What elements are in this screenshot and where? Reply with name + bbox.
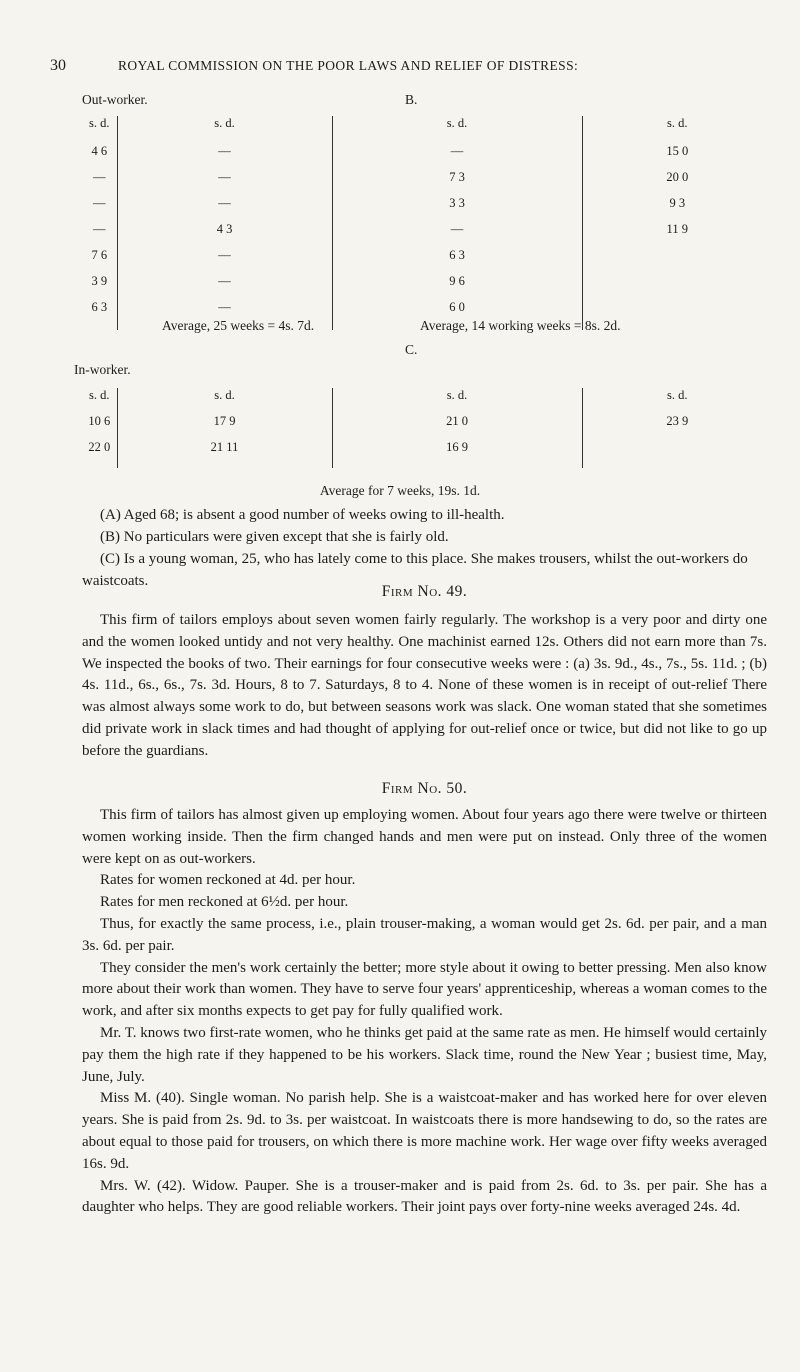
paragraph: Thus, for exactly the same process, i.e., plain trouser-making, a woman would get 2s. 6d. per pair, and a man 3s. 6d. per pair. <box>82 915 767 954</box>
table-cell <box>582 248 772 274</box>
table-b-header <box>82 116 772 144</box>
table-row <box>82 196 772 222</box>
table-cell: 15 0 <box>582 144 772 170</box>
table-b-header-cell: s. d. <box>117 116 332 144</box>
table-b-header-cell: s. d. <box>332 116 582 144</box>
table-cell: 6 3 <box>91 300 108 314</box>
table-c-header-cell: s. d. <box>89 388 110 402</box>
note-b: (B) No particulars were given except that she is fairly old. <box>100 529 449 545</box>
table-cell: 22 0 <box>88 440 111 454</box>
table-cell: 16 9 <box>332 440 582 468</box>
table-cell: — <box>332 222 582 248</box>
table-cell: 6 0 <box>332 300 582 330</box>
table-cell: — <box>93 170 106 184</box>
table-cell: 7 3 <box>332 170 582 196</box>
paragraph: They consider the men's work certainly the better; more style about it owing to better pressing. Men also know more about their work than women. They have to serve four years' apprenticeship, whereas a woman comes to the work, and after six months expects to get pay for fully qualified work. <box>82 959 767 1020</box>
table-b-header-cell: s. d. <box>89 116 110 130</box>
table-row <box>82 144 772 170</box>
firm-49-title: Firm No. 49. <box>381 583 468 600</box>
table-b-average-right: Average, 14 working weeks = 8s. 2d. <box>420 318 621 333</box>
table-cell: — <box>117 300 332 330</box>
table-c-header-cell: s. d. <box>582 388 772 414</box>
paragraph: Rates for women reckoned at 4d. per hour. <box>100 872 356 889</box>
inworker-label: In-worker. <box>74 362 131 377</box>
table-cell: 21 11 <box>117 440 332 468</box>
page-number: 30 <box>50 57 66 74</box>
note-c: (C) Is a young woman, 25, who has lately come to this place. She makes trousers, whilst the out-workers do waistcoats. <box>82 551 748 589</box>
note-a: (A) Aged 68; is absent a good number of weeks owing to ill-health. <box>100 507 505 523</box>
paragraph: Mr. T. knows two first-rate women, who he thinks get paid at the same rate as men. He himself would certainly pay them the high rate if they happened to be his workers. Slack time, round the New Year ; busiest time, May, June, July. <box>82 1024 767 1085</box>
table-c <box>82 388 772 468</box>
table-b-header-cell: s. d. <box>582 116 772 144</box>
table-cell: — <box>93 196 106 210</box>
table-cell: 20 0 <box>582 170 772 196</box>
table-b-letter: B. <box>405 92 418 107</box>
table-cell: 21 0 <box>332 414 582 440</box>
table-cell: — <box>332 144 582 170</box>
table-cell: 6 3 <box>332 248 582 274</box>
table-cell: 10 6 <box>88 414 111 428</box>
table-cell: 3 9 <box>91 274 108 288</box>
paragraph: This firm of tailors employs about seven women fairly regularly. The workshop is a very poor and dirty one and the women looked untidy and not very healthy. One machinist earned 12s. Others did not earn more than 7s. We inspected the books of two. Their earnings for four consecutive weeks were : (a) 3s. 9d., 4s., 7s., 5s. 11d. ; (b) 4s. 11d., 6s., 6s., 7s. 3d. Hours, 8 to 7. Saturdays, 8 to 4. None of these women is in receipt of out-relief There was almost always some work to do, but between seasons work was slack. One woman stated that she sometimes did private work in slack times and had thought of applying for out-relief once or twice, but did not like to go up before the guardians. <box>82 612 767 759</box>
table-c-header-cell: s. d. <box>117 388 332 414</box>
table-c-average: Average for 7 weeks, 19s. 1d. <box>319 483 481 498</box>
table-c-letter: C. <box>405 342 418 357</box>
table-cell: — <box>117 274 332 300</box>
table-cell: 23 9 <box>582 414 772 440</box>
table-cell: 17 9 <box>117 414 332 440</box>
paragraph: Rates for men reckoned at 6½d. per hour. <box>100 894 349 911</box>
table-cell: 9 3 <box>582 196 772 222</box>
table-cell: 3 3 <box>332 196 582 222</box>
table-cell: 7 6 <box>91 248 108 262</box>
table-cell: 4 3 <box>117 222 332 248</box>
table-cell <box>582 440 772 468</box>
table-row <box>82 414 772 440</box>
outworker-label: Out-worker. <box>82 92 148 107</box>
table-cell <box>582 274 772 300</box>
notes <box>82 504 767 592</box>
table-row <box>82 170 772 196</box>
firm-49-body <box>82 610 767 763</box>
table-row <box>82 248 772 274</box>
firm-50-body <box>82 805 767 1219</box>
paragraph: Miss M. (40). Single woman. No parish help. She is a waistcoat-maker and has worked here for over eleven years. She is paid from 2s. 9d. to 3s. per waistcoat. In waistcoats there is more handsewing to do, so the rates are about equal to those paid for trousers, on which there is more machine work. Her wage over fifty weeks averaged 16s. 9d. <box>82 1090 767 1172</box>
table-cell: — <box>117 196 332 222</box>
table-cell: — <box>117 248 332 274</box>
table-row <box>82 222 772 248</box>
paragraph: Mrs. W. (42). Widow. Pauper. She is a trouser-maker and is paid from 2s. 6d. to 3s. per pair. She has a daughter who helps. They are good reliable workers. Their joint pays over forty-nine weeks averaged 24s. 4d. <box>82 1177 767 1216</box>
table-cell: — <box>93 222 106 236</box>
table-cell: — <box>117 170 332 196</box>
table-b-average-left: Average, 25 weeks = 4s. 7d. <box>162 318 315 333</box>
table-c-header-cell: s. d. <box>332 388 582 414</box>
table-row <box>82 274 772 300</box>
firm-50-title: Firm No. 50. <box>381 780 468 797</box>
table-cell: 9 6 <box>332 274 582 300</box>
table-b <box>82 116 772 330</box>
table-cell: 4 6 <box>91 144 108 158</box>
running-head: ROYAL COMMISSION ON THE POOR LAWS AND RELIEF OF DISTRESS: <box>118 58 579 73</box>
paragraph: This firm of tailors has almost given up employing women. About four years ago there were twelve or thirteen women working inside. Then the firm changed hands and men were put on instead. Only three of the women were kept on as out-workers. <box>82 807 767 867</box>
table-row <box>82 440 772 468</box>
table-cell: 11 9 <box>582 222 772 248</box>
table-cell: — <box>117 144 332 170</box>
table-c-header <box>82 388 772 414</box>
